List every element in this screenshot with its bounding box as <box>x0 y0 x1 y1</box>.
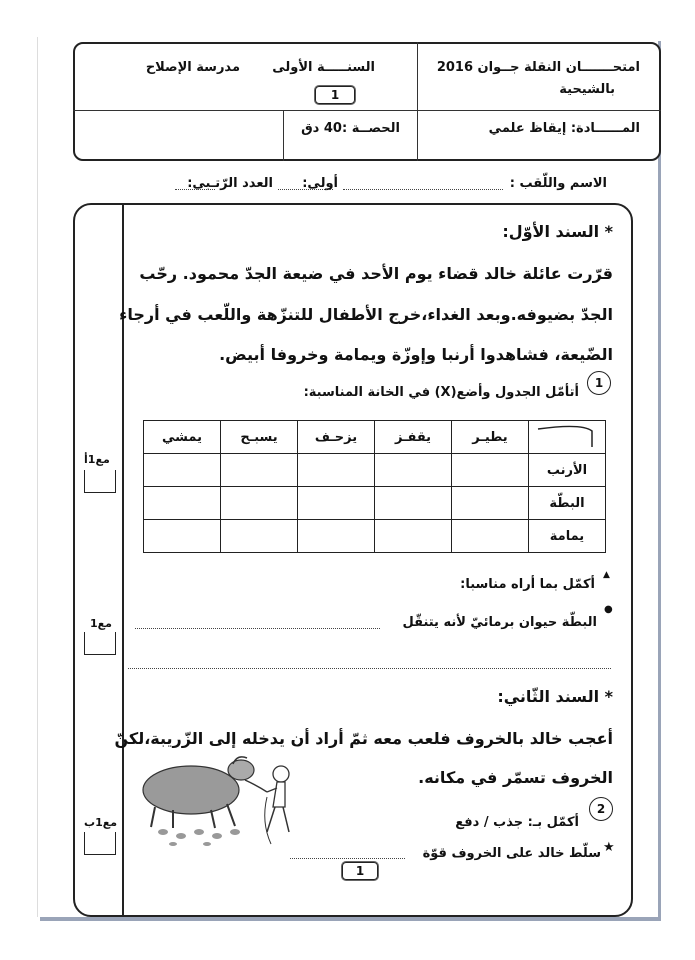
answer-line-3[interactable] <box>290 858 405 859</box>
margin-mark-2: مع1 <box>90 617 112 630</box>
class-field[interactable] <box>278 189 333 190</box>
level-number-box: 1 <box>315 86 355 104</box>
table-row-label: يمامة <box>529 520 606 553</box>
answer-line-2[interactable] <box>128 668 611 669</box>
table-answer-cell[interactable] <box>298 487 375 520</box>
section2-text-line2: الخروف تسمّر في مكانه. <box>418 768 613 787</box>
section1-text-line3: الضّيعة، فشاهدوا أرنبا وإوزّة ويمامة وخروفا أبيض. <box>219 345 613 364</box>
level-label: السنـــــة الأولى <box>272 60 375 75</box>
table-header-cell: يقفـز <box>375 421 452 454</box>
question1b-sentence: البطّة حيوان برمائيّ لأنه يتنقّل <box>402 615 597 630</box>
question1b-instruction: أكمّل بما أراه مناسبا: <box>460 577 595 592</box>
table-answer-cell[interactable] <box>452 520 529 553</box>
table-row-label: الأرنب <box>529 454 606 487</box>
table-header-row <box>144 421 606 454</box>
question2-sentence: سلّط خالد على الخروف قوّة <box>422 846 601 861</box>
triangle-bullet-icon: ▲ <box>603 570 610 580</box>
page-number: 1 <box>342 862 378 880</box>
star-bullet-icon: ★ <box>603 840 615 855</box>
table-answer-cell[interactable] <box>298 454 375 487</box>
table-answer-cell[interactable] <box>452 454 529 487</box>
section1-title: * السند الأوّل: <box>502 222 613 241</box>
table-answer-cell[interactable] <box>452 487 529 520</box>
classification-table <box>143 420 606 553</box>
table-header-cell: يمشي <box>144 421 221 454</box>
question2-instruction: أكمّل بـ: جذب / دفع <box>455 815 579 830</box>
table-corner-arrow-icon <box>532 421 602 449</box>
section2-text-line1: أعجب خالد بالخروف فلعب معه ثمّ أراد أن يدخله إلى الزّريبة،لكنّ <box>114 729 613 748</box>
section1-text-line1: قرّرت عائلة خالد قضاء يوم الأحد في ضيعة الجدّ محمود. رحّب <box>139 264 613 283</box>
answer-line-1[interactable] <box>135 628 380 629</box>
table-answer-cell[interactable] <box>144 454 221 487</box>
score-box-2[interactable] <box>84 632 116 655</box>
subject-label: المــــــادة: إيقاظ علمي <box>488 121 640 136</box>
dot-bullet-icon: ● <box>604 604 613 615</box>
section1-text-line2: الجدّ بضيوفه.وبعد الغداء،خرج الأطفال للتنزّهة واللّعب في أرجاء <box>119 305 613 324</box>
section2-title: * السند الثّاني: <box>497 687 613 706</box>
score-box-3[interactable] <box>84 832 116 855</box>
number-field[interactable] <box>175 189 215 190</box>
table-header-cell: يطيـر <box>452 421 529 454</box>
boy-pulling-sheep-illustration <box>133 752 313 852</box>
duration-label: الحصــة :40 دق <box>301 121 400 136</box>
table-corner-cell <box>529 421 606 454</box>
name-label: الاسم واللّقب : <box>509 176 607 191</box>
table-row <box>144 487 606 520</box>
school-name: مدرسة الإصلاح <box>145 60 240 75</box>
table-header-cell: يسبـح <box>221 421 298 454</box>
table-header-cell: يزحـف <box>298 421 375 454</box>
name-field[interactable] <box>343 189 503 190</box>
table-answer-cell[interactable] <box>221 487 298 520</box>
table-answer-cell[interactable] <box>375 454 452 487</box>
table-answer-cell[interactable] <box>375 520 452 553</box>
school-location: بالشيحية <box>559 82 615 97</box>
margin-mark-3: مع1ب <box>84 816 118 829</box>
exam-title: امتحـــــــان النقلة جــوان 2016 <box>436 60 640 75</box>
header-divider <box>73 110 661 111</box>
question2-number-icon: 2 <box>589 797 613 821</box>
question1-instruction: أتأمّل الجدول وأضع(X) في الخانة المناسبة: <box>303 385 579 400</box>
header-column-divider-2 <box>283 110 284 161</box>
number-label: العدد الرّتـبي: <box>187 176 273 191</box>
table-answer-cell[interactable] <box>221 454 298 487</box>
table-answer-cell[interactable] <box>221 520 298 553</box>
margin-mark-1: مع1أ <box>84 453 110 466</box>
table-row <box>144 454 606 487</box>
question1-number-icon: 1 <box>587 371 611 395</box>
header-column-divider <box>417 42 418 161</box>
score-box-1[interactable] <box>84 470 116 493</box>
table-answer-cell[interactable] <box>375 487 452 520</box>
table-row-label: البطّة <box>529 487 606 520</box>
class-label: أولى: <box>302 176 338 191</box>
table-answer-cell[interactable] <box>144 520 221 553</box>
table-answer-cell[interactable] <box>298 520 375 553</box>
table-answer-cell[interactable] <box>144 487 221 520</box>
table-row <box>144 520 606 553</box>
